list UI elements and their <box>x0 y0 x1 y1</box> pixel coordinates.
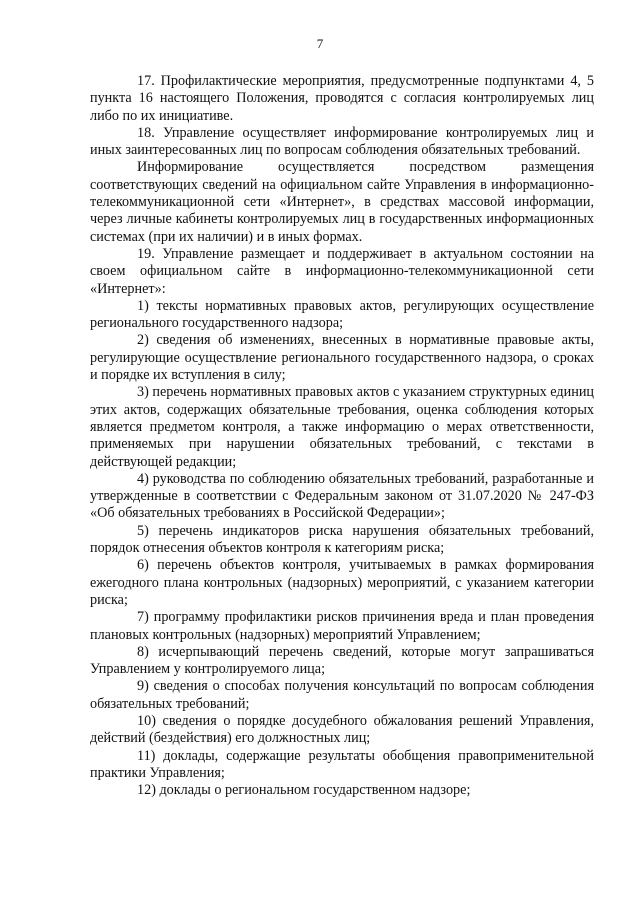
list-item-6: 6) перечень объектов контроля, учитываемых в рамках формирования ежегодного плана контрольных (надзорных) мероприятий, с указанием категории риска; <box>90 557 594 608</box>
list-item-4: 4) руководства по соблюдению обязательных требований, разработанные и утвержденные в соответствии с Федеральным законом от 31.07.2020 № 247-ФЗ «Об обязательных требованиях в Российской Федерации»; <box>90 470 594 522</box>
list-item-12: 12) доклады о региональном государственном надзоре; <box>137 782 471 799</box>
list-item-1: 1) тексты нормативных правовых актов, регулирующих осуществление регионального государственного надзора; <box>90 297 594 332</box>
list-item-3: 3) перечень нормативных правовых актов с указанием структурных единиц этих актов, содержащих обязательные требования, оценка соблюдения которых является предметом контроля, а также информацию о мерах ответственности, применяемых при нарушении обязательных требований, с текстами в действующей редакции; <box>90 384 594 470</box>
paragraph-17: 17. Профилактические мероприятия, предусмотренные подпунктами 4, 5 пункта 16 настоящего Положения, проводятся с согласия контролируемых лиц либо по их инициативе. <box>90 73 594 124</box>
document-body <box>90 73 594 799</box>
list-item-5: 5) перечень индикаторов риска нарушения обязательных требований, порядок отнесения объектов контроля к категориям риска; <box>90 522 594 557</box>
page-number: 7 <box>316 36 324 51</box>
paragraph-informing: Информирование осуществляется посредством размещения соответствующих сведений на официальном сайте Управления в информационно-телекоммуникационной сети «Интернет», в средствах массовой информации, через личные кабинеты контролируемых лиц в государственных информационных системах (при их наличии) и в иных формах. <box>90 159 594 245</box>
list-item-9: 9) сведения о способах получения консультаций по вопросам соблюдения обязательных требований; <box>90 678 594 712</box>
paragraph-19: 19. Управление размещает и поддерживает в актуальном состоянии на своем официальном сайте в информационно-телекоммуникационной сети «Интернет»: <box>90 245 594 297</box>
paragraph-18: 18. Управление осуществляет информирование контролируемых лиц и иных заинтересованных лиц по вопросам соблюдения обязательных требований. <box>90 124 594 159</box>
list-item-10: 10) сведения о порядке досудебного обжалования решений Управления, действий (бездействия) его должностных лиц; <box>90 712 594 747</box>
list-item-2: 2) сведения об изменениях, внесенных в нормативные правовые акты, регулирующие осуществление регионального государственного надзора, о сроках и порядке их вступления в силу; <box>90 332 594 384</box>
list-item-11: 11) доклады, содержащие результаты обобщения правоприменительной практики Управления; <box>90 747 594 781</box>
list-item-8: 8) исчерпывающий перечень сведений, которые могут запрашиваться Управлением у контролируемого лица; <box>90 643 594 678</box>
list-item-7: 7) программу профилактики рисков причинения вреда и план проведения плановых контрольных (надзорных) мероприятий Управлением; <box>90 609 594 643</box>
